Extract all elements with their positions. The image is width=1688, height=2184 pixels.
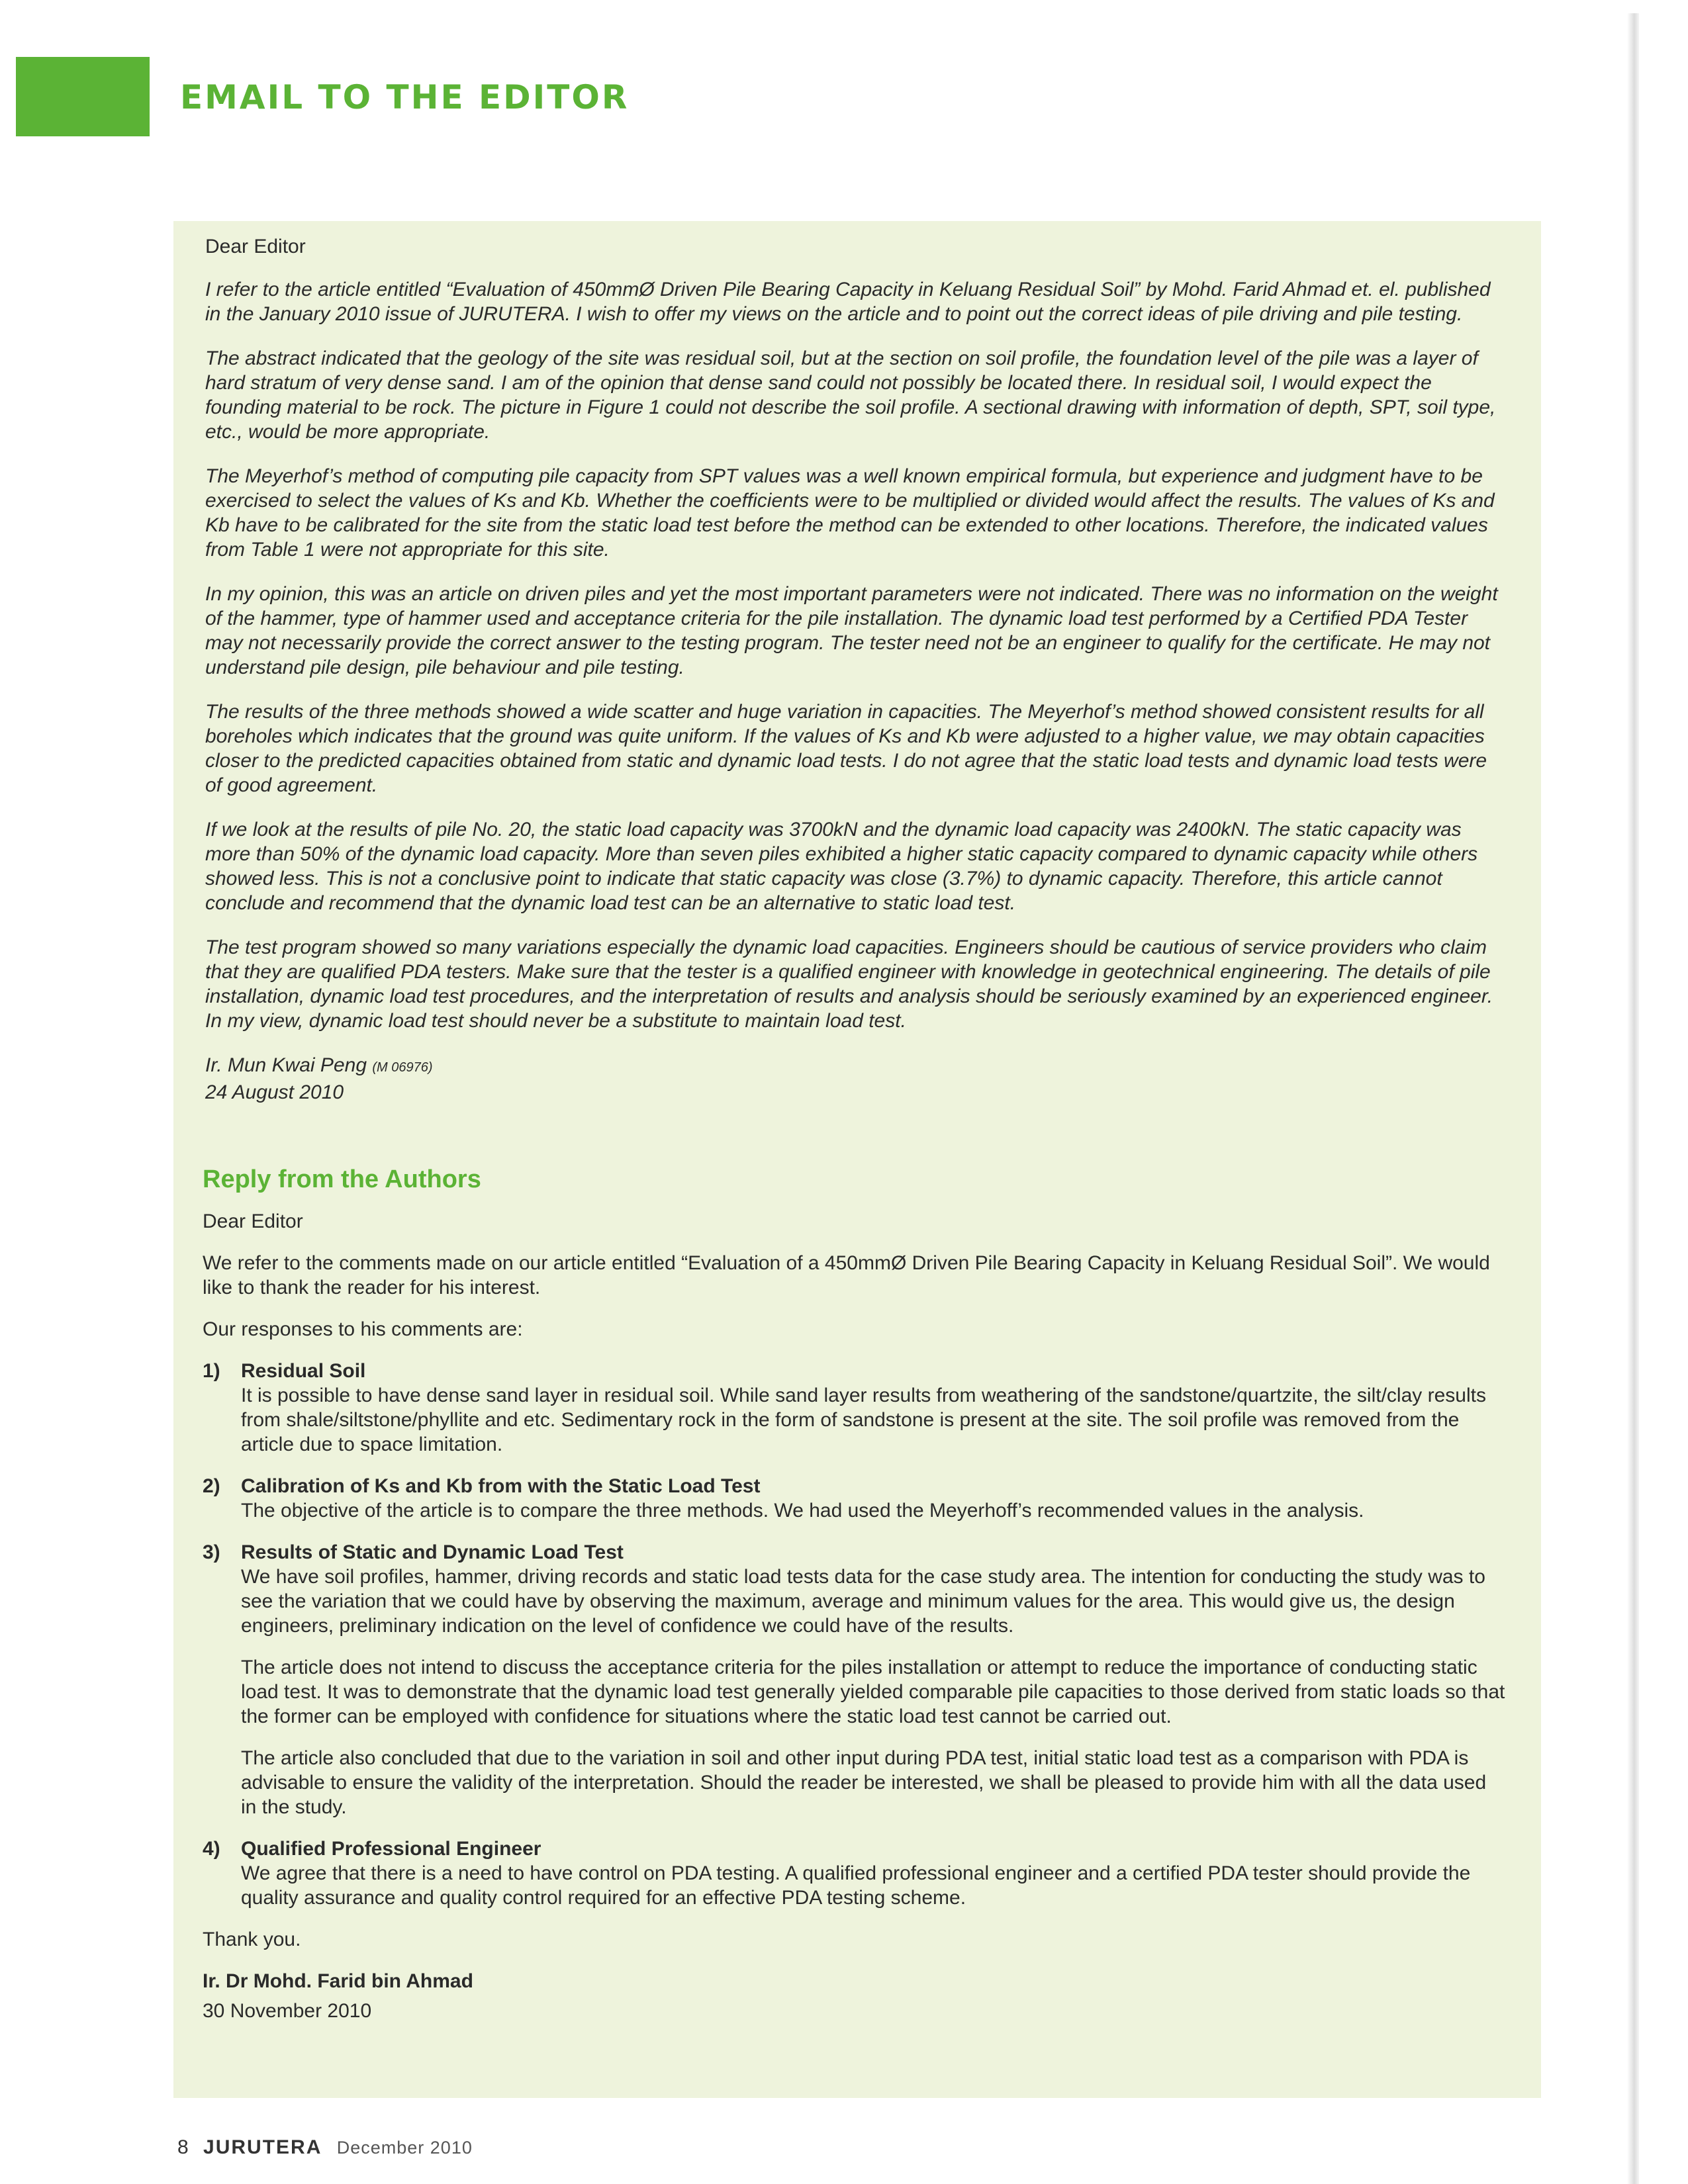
section-color-block bbox=[16, 57, 150, 136]
letter-paragraph: The results of the three methods showed a wide scatter and huge variation in capacities. The Meyerhof’s method showed consistent results for all boreholes which indicates that the ground was quite uniform. If the values of Ks and Kb were adjusted to a higher value, we may obtain capacities closer to the predicted capacities obtained from static and dynamic load tests. I do not agree that the static load tests and dynamic load tests were of good agreement. bbox=[205, 701, 1487, 796]
letter-salutation: Dear Editor bbox=[205, 236, 306, 257]
magazine-name: JURUTERA bbox=[203, 2136, 322, 2158]
response-title: Qualified Professional Engineer bbox=[241, 1838, 541, 1860]
reply-date: 30 November 2010 bbox=[203, 2000, 372, 2022]
response-paragraph: It is possible to have dense sand layer in residual soil. While sand layer results from weathering of the sandstone/quartzite, the silt/clay results from shale/siltstone/phyllite and etc. Sedimentary rock in the form of sandstone is present at the site. The soil profile was removed from the article due to space limitation. bbox=[241, 1385, 1486, 1455]
page-number: 8 bbox=[177, 2136, 189, 2158]
letter-signature bbox=[205, 1053, 1508, 1080]
response-paragraph: The objective of the article is to compare the three methods. We had used the Meyerhoff’s recommended values in the analysis. bbox=[241, 1500, 1364, 1522]
reply-intro: We refer to the comments made on our article entitled “Evaluation of a 450mmØ Driven Pile Bearing Capacity in Keluang Residual Soil”. We would like to thank the reader for his interest. bbox=[203, 1252, 1490, 1298]
response-title: Results of Static and Dynamic Load Test bbox=[241, 1541, 624, 1563]
reply-section bbox=[203, 1167, 1507, 2023]
signature-name: Ir. Mun Kwai Peng bbox=[205, 1054, 367, 1076]
page-footer bbox=[177, 2136, 473, 2159]
signature-member-code: (M 06976) bbox=[372, 1060, 433, 1075]
response-item bbox=[203, 1474, 1507, 1523]
response-number: 3) bbox=[203, 1541, 220, 1563]
response-number: 2) bbox=[203, 1475, 220, 1497]
response-item bbox=[203, 1540, 1507, 1819]
letter-paragraph: If we look at the results of pile No. 20, the static load capacity was 3700kN and the dynamic load capacity was 2400kN. The static capacity was more than 50% of the dynamic load capacity. More than seven piles exhibited a higher static capacity compared to dynamic capacity while others showed less. This is not a conclusive point to indicate that static capacity was close (3.7%) to dynamic capacity. Therefore, this article cannot conclude and recommend that the dynamic load test can be an alternative to static load test. bbox=[205, 819, 1478, 914]
reply-responses-intro: Our responses to his comments are: bbox=[203, 1318, 523, 1340]
response-paragraph: The article also concluded that due to the variation in soil and other input during PDA test, initial static load test as a comparison with PDA is advisable to ensure the validity of the interpretation. Should the reader be interested, we shall be pleased to provide him with all the data used in the study. bbox=[241, 1747, 1487, 1818]
response-title: Calibration of Ks and Kb from with the Static Load Test bbox=[241, 1475, 761, 1497]
issue-date: December 2010 bbox=[336, 2138, 473, 2158]
reply-closing: Thank you. bbox=[203, 1929, 301, 1950]
response-paragraph: The article does not intend to discuss the acceptance criteria for the piles installation or attempt to reduce the importance of conducting static load test. It was to demonstrate that the dynamic load test generally yielded comparable pile capacities to those derived from static loads so that the former can be employed with confidence for situations where the static load test cannot be carried out. bbox=[241, 1657, 1505, 1727]
response-number: 1) bbox=[203, 1360, 220, 1382]
reply-author: Ir. Dr Mohd. Farid bin Ahmad bbox=[203, 1970, 473, 1992]
reply-title: Reply from the Authors bbox=[203, 1165, 481, 1193]
letter-from-reader bbox=[205, 234, 1508, 1105]
response-title: Residual Soil bbox=[241, 1360, 366, 1382]
response-paragraph: We agree that there is a need to have control on PDA testing. A qualified professional engineer and a certified PDA tester should provide the quality assurance and quality control required for an effective PDA testing scheme. bbox=[241, 1862, 1471, 1909]
page-edge-shadow bbox=[1627, 13, 1639, 2184]
letter-date: 24 August 2010 bbox=[205, 1081, 344, 1103]
letter-paragraph: The Meyerhof’s method of computing pile capacity from SPT values was a well known empirical formula, but experience and judgment have to be exercised to select the values of Ks and Kb. Whether the coefficients were to be multiplied or divided would affect the results. The values of Ks and Kb have to be calibrated for the site from the static load test before the method can be extended to other locations. Therefore, the indicated values from Table 1 were not appropriate for this site. bbox=[205, 465, 1495, 561]
response-number: 4) bbox=[203, 1838, 220, 1860]
response-paragraph: We have soil profiles, hammer, driving records and static load tests data for the case study area. The intention for conducting the study was to see the variation that we could have by observing the maximum, average and minimum values for the area. This would give us, the design engineers, preliminary indication on the level of confidence we could have of the results. bbox=[241, 1566, 1485, 1637]
letter-paragraph: In my opinion, this was an article on driven piles and yet the most important parameters were not indicated. There was no information on the weight of the hammer, type of hammer used and acceptance criteria for the pile installation. The dynamic load test performed by a Certified PDA Tester may not necessarily provide the correct answer to the testing program. The tester need not be an engineer to qualify for the certificate. He may not understand pile design, pile behaviour and pile testing. bbox=[205, 583, 1498, 678]
response-item bbox=[203, 1837, 1507, 1910]
response-item bbox=[203, 1359, 1507, 1457]
reply-salutation: Dear Editor bbox=[203, 1210, 303, 1232]
section-title: EMAIL TO THE EDITOR bbox=[180, 78, 630, 116]
letter-paragraph: The abstract indicated that the geology of the site was residual soil, but at the section on soil profile, the foundation level of the pile was a layer of hard stratum of very dense sand. I am of the opinion that dense sand could not possibly be located there. In residual soil, I would expect the founding material to be rock. The picture in Figure 1 could not describe the soil profile. A sectional drawing with information of depth, SPT, soil type, etc., would be more appropriate. bbox=[205, 347, 1496, 443]
letter-paragraph: The test program showed so many variations especially the dynamic load capacities. Engineers should be cautious of service providers who claim that they are qualified PDA testers. Make sure that the tester is a qualified engineer with knowledge in geotechnical engineering. The details of pile installation, dynamic load test procedures, and the interpretation of results and analysis should be seriously examined by an experienced engineer. In my view, dynamic load test should never be a substitute to maintain load test. bbox=[205, 936, 1493, 1032]
letter-paragraph: I refer to the article entitled “Evaluation of 450mmØ Driven Pile Bearing Capacity in Keluang Residual Soil” by Mohd. Farid Ahmad et. el. published in the January 2010 issue of JURUTERA. I wish to offer my views on the article and to point out the correct ideas of pile driving and pile testing. bbox=[205, 279, 1491, 325]
